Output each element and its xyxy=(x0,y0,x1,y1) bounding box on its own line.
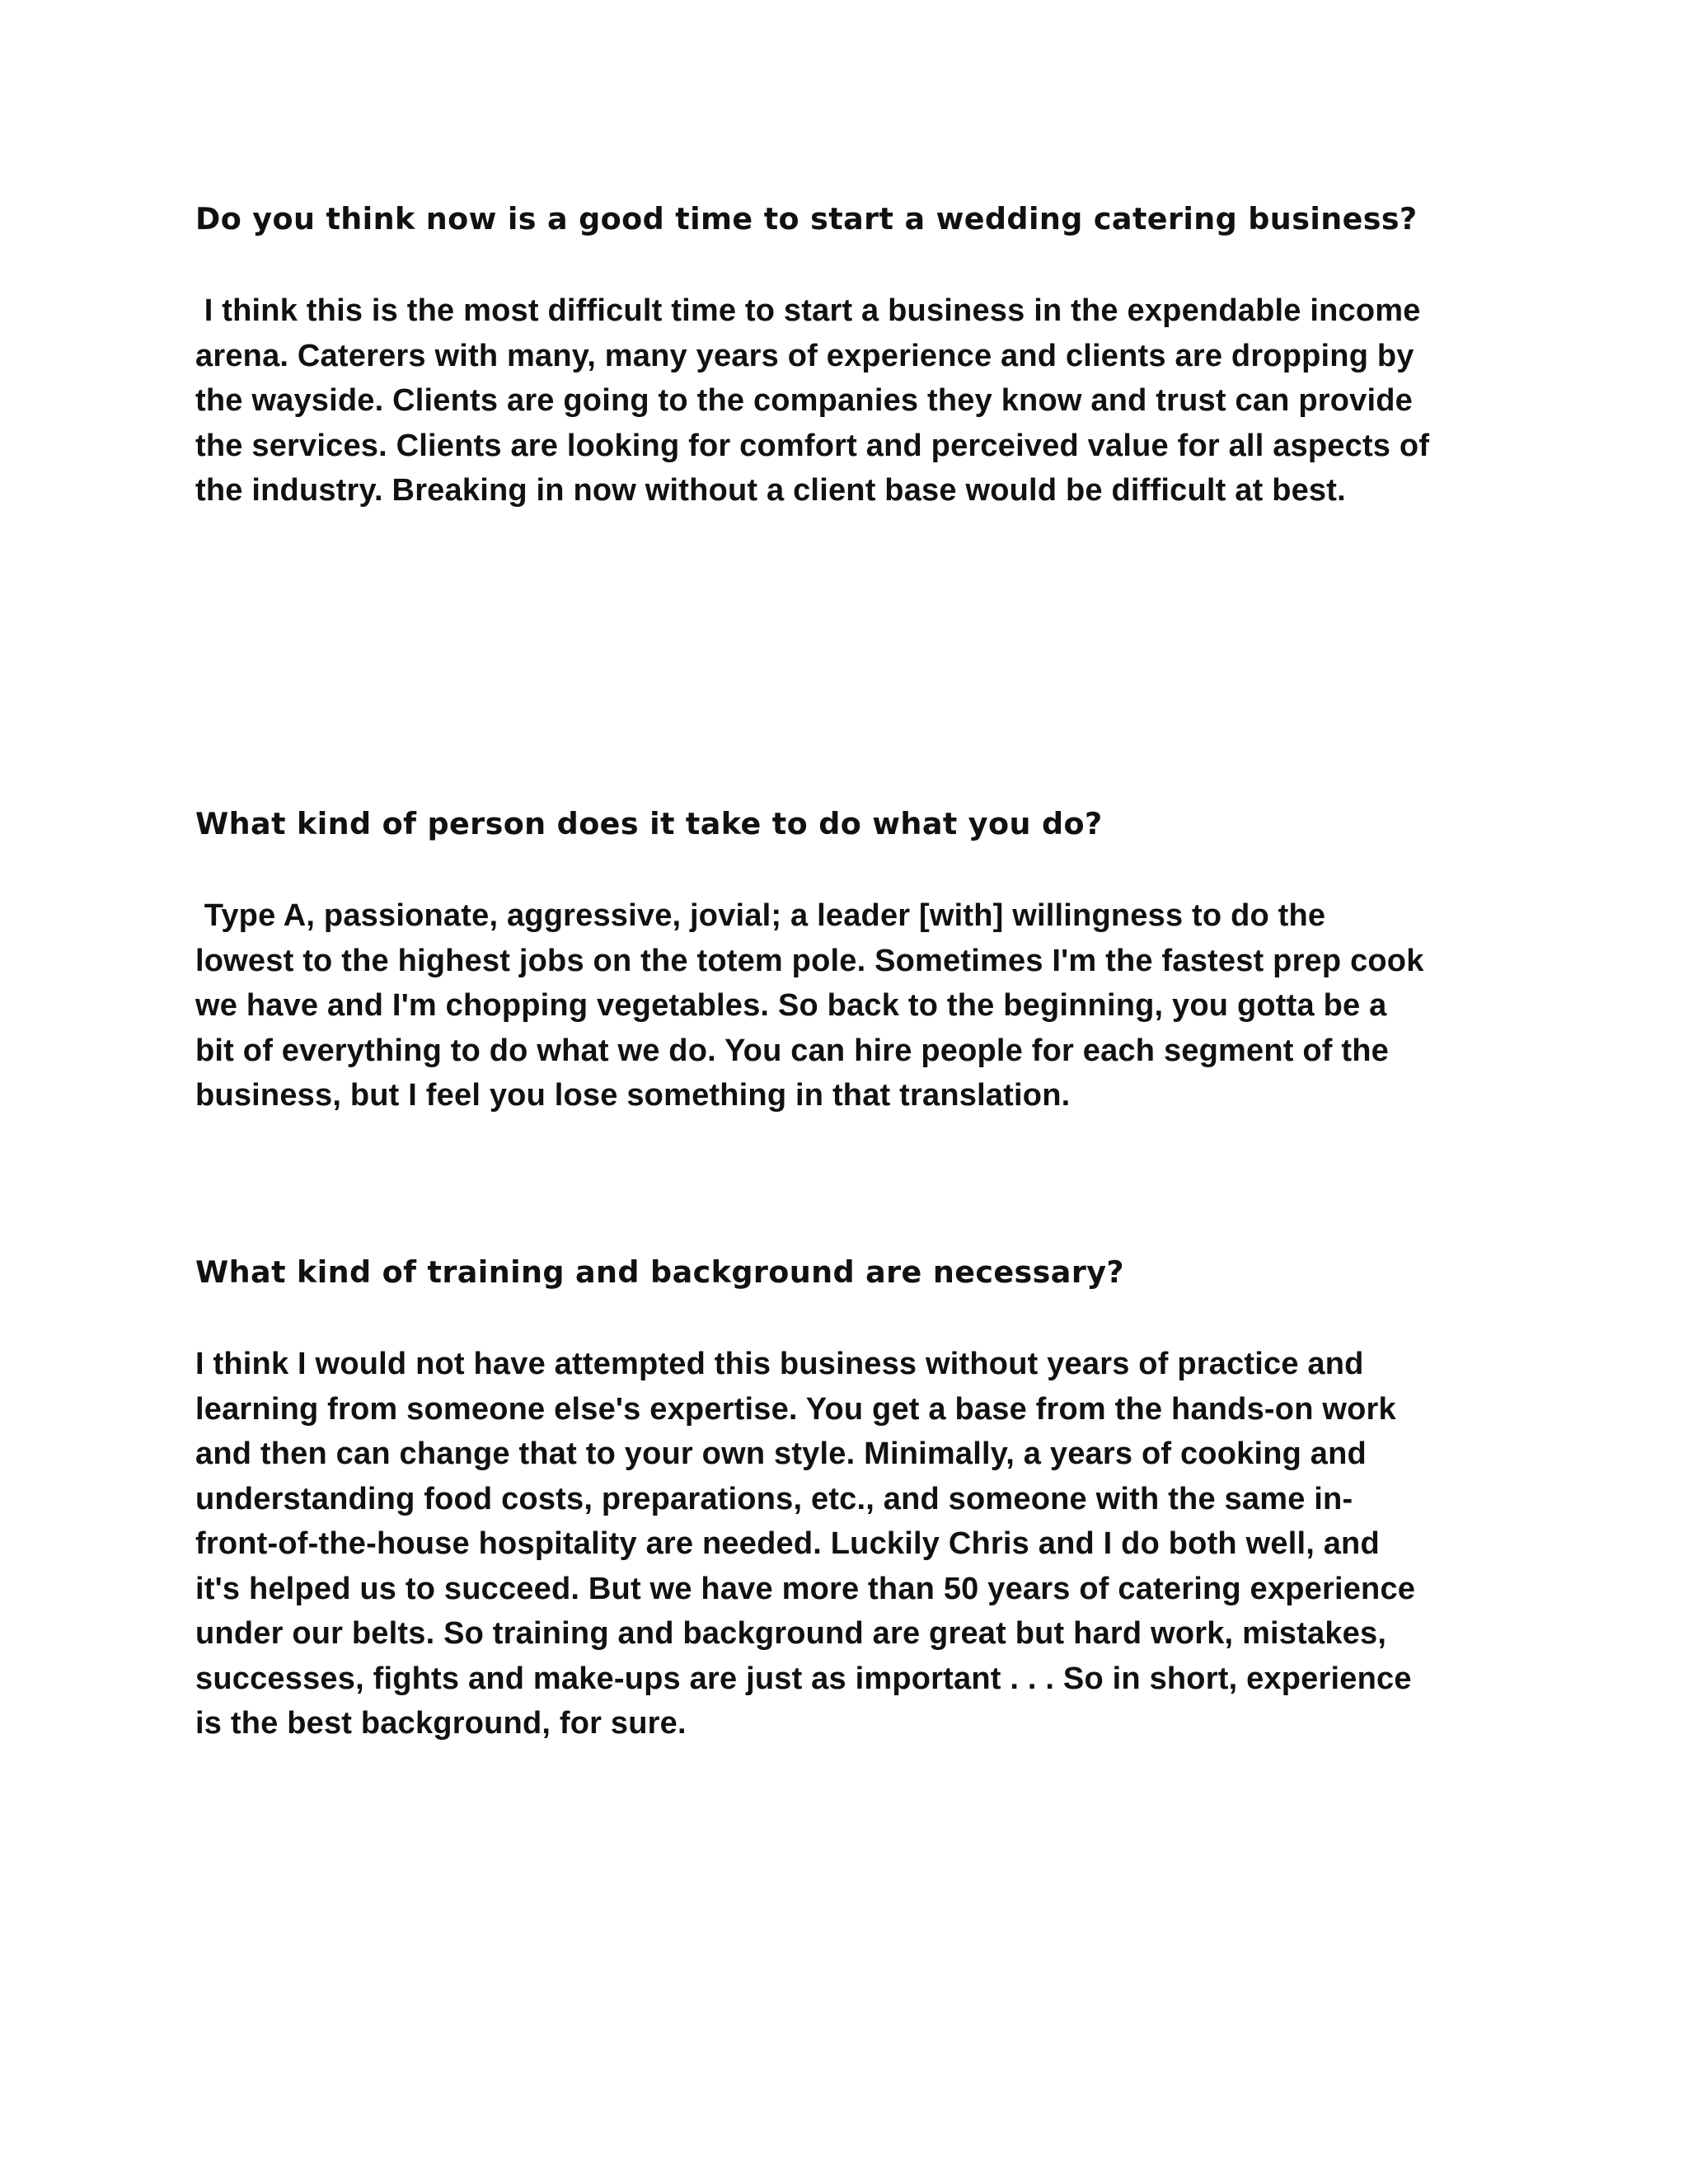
answer-line: under our belts. So training and background are great but hard work, mistakes, xyxy=(195,1616,1387,1651)
qa-section-kind-of-person xyxy=(195,806,1506,1118)
answer-line: the services. Clients are looking for comfort and perceived value for all aspects of xyxy=(195,428,1430,463)
answer-line: bit of everything to do what we do. You can hire people for each segment of the xyxy=(195,1033,1389,1068)
answer-line: arena. Caterers with many, many years of experience and clients are dropping by xyxy=(195,338,1414,373)
answer-line: we have and I'm chopping vegetables. So back to the beginning, you gotta be a xyxy=(195,988,1387,1023)
answer-line: the wayside. Clients are going to the companies they know and trust can provide xyxy=(195,383,1413,418)
qa-section-start-business xyxy=(195,201,1506,513)
answer-line: business, but I feel you lose something in that translation. xyxy=(195,1078,1071,1113)
answer-line: and then can change that to your own style. Minimally, a years of cooking and xyxy=(195,1436,1367,1471)
answer-line: successes, fights and make-ups are just as important . . . So in short, experience xyxy=(195,1661,1412,1696)
answer-line: front-of-the-house hospitality are needed. Luckily Chris and I do both well, and xyxy=(195,1526,1380,1561)
answer-line: is the best background, for sure. xyxy=(195,1706,687,1741)
answer-line: the industry. Breaking in now without a client base would be difficult at best. xyxy=(195,473,1346,508)
answer-line: lowest to the highest jobs on the totem pole. Sometimes I'm the fastest prep cook xyxy=(195,943,1424,978)
answer-line: understanding food costs, preparations, etc., and someone with the same in- xyxy=(195,1481,1353,1516)
answer-line: learning from someone else's expertise. You get a base from the hands-on work xyxy=(195,1391,1396,1427)
qa-section-training-background xyxy=(195,1254,1506,1746)
question-heading: What kind of training and background are necessary? xyxy=(195,1254,1125,1290)
question-heading: What kind of person does it take to do what you do? xyxy=(195,806,1103,841)
answer-line: I think I would not have attempted this business without years of practice and xyxy=(195,1347,1364,1381)
answer-line: Type A, passionate, aggressive, jovial; a leader [with] willingness to do the xyxy=(195,898,1326,933)
answer-line: it's helped us to succeed. But we have more than 50 years of catering experience xyxy=(195,1571,1416,1606)
answer-paragraph xyxy=(195,893,1506,1118)
answer-paragraph xyxy=(195,288,1506,513)
answer-line: I think this is the most difficult time to start a business in the expendable income xyxy=(195,293,1421,328)
answer-paragraph xyxy=(195,1342,1506,1746)
question-heading: Do you think now is a good time to start a wedding catering business? xyxy=(195,201,1418,237)
